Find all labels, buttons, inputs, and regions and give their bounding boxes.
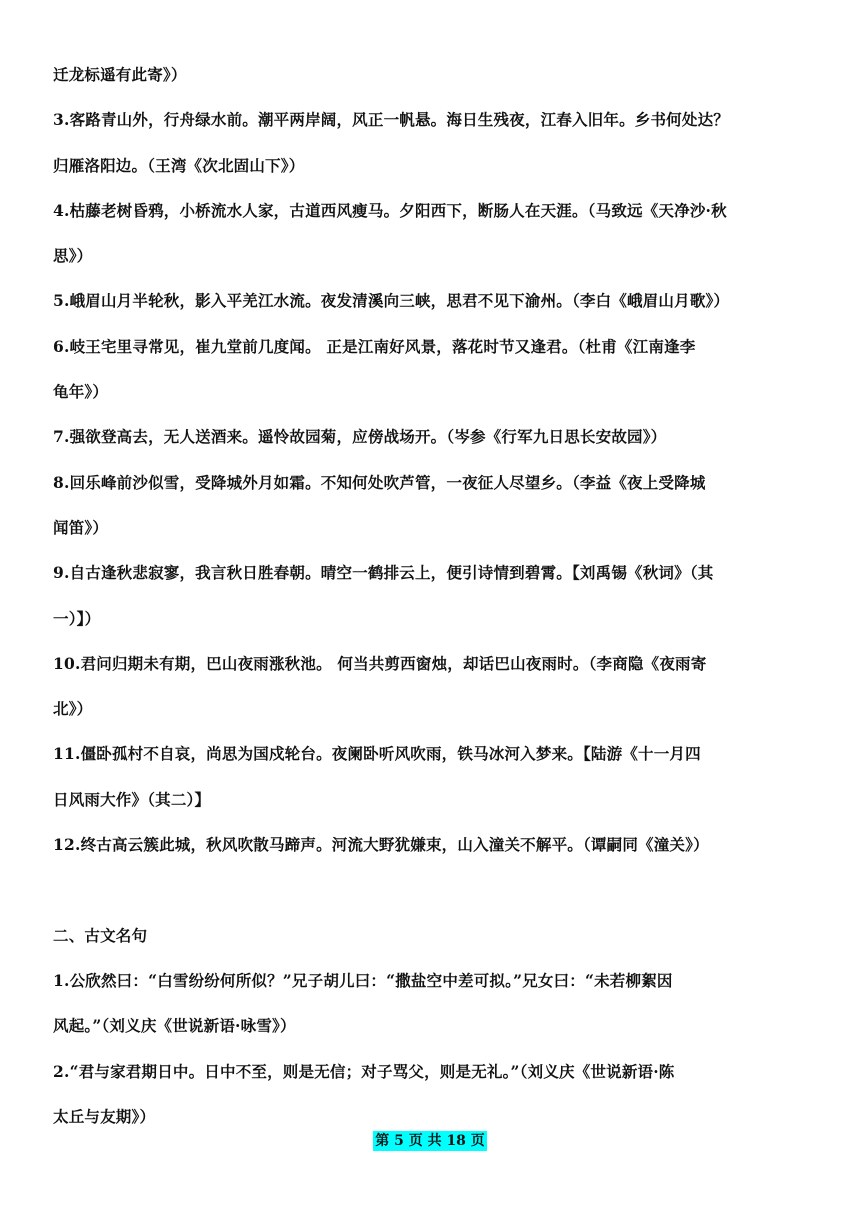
section-line-3: 2.“君与家君期日中。日中不至，则是无信；对子骂父，则是无礼。”（刘义庆《世说新语·陈 xyxy=(53,1061,675,1081)
text-line-18: 12.终古高云簇此城，秋风吹散马蹄声。河流大野犹嫌束，山入潼关不解平。（谭嗣同《潼关》） xyxy=(53,835,709,855)
text-line-16: 11.僵卧孤村不自哀，尚思为国戍轮台。夜阑卧听风吹雨，铁马冰河入梦来。【陆游《十一月四 xyxy=(53,744,701,764)
text-line-9: 7.强欲登高去，无人送酒来。遥怜故园菊，应傍战场开。（岑参《行军九日思长安故园》） xyxy=(53,427,667,447)
section-heading: 二、古文名句 xyxy=(53,925,148,945)
text-line-11: 闻笛》） xyxy=(53,517,109,537)
text-line-10: 8.回乐峰前沙似雪，受降城外月如霜。不知何处吹芦管，一夜征人尽望乡。（李益《夜上受降城 xyxy=(53,472,706,492)
blank-line xyxy=(53,876,781,921)
text-line-8: 龟年》） xyxy=(53,382,109,402)
section-line-2: 风起。”（刘义庆《世说新语·咏雪》） xyxy=(53,1016,296,1036)
section-line-1: 1.公欣然曰：“白雪纷纷何所似？”兄子胡儿曰：“撒盐空中差可拟。”兄女曰：“未若柳絮因 xyxy=(53,970,673,990)
text-line-1: 迁龙标遥有此寄》） xyxy=(53,65,187,84)
page-content xyxy=(53,61,781,1148)
text-line-15: 北》） xyxy=(53,699,93,719)
text-line-4: 4.枯藤老树昏鸦，小桥流水人家，古道西风瘦马。夕阳西下，断肠人在天涯。（马致远《天净沙·秋 xyxy=(53,200,727,220)
page-footer xyxy=(0,1130,860,1151)
text-line-12: 9.自古逢秋悲寂寥，我言秋日胜春朝。晴空一鹤排云上，便引诗情到碧霄。【刘禹锡《秋词》（其 xyxy=(53,563,714,583)
text-line-14: 10.君问归期未有期，巴山夜雨涨秋池。 何当共剪西窗烛，却话巴山夜雨时。（李商隐《夜雨寄 xyxy=(53,653,707,673)
section-line-4: 太丘与友期》） xyxy=(53,1106,156,1126)
page-number: 第 5 页 共 18 页 xyxy=(375,1133,485,1149)
text-line-5: 思》） xyxy=(53,246,93,266)
text-line-2: 3.客路青山外，行舟绿水前。潮平两岸阔，风正一帆悬。海日生残夜，江春入旧年。乡书何处达？ xyxy=(53,110,729,130)
text-line-3: 归雁洛阳边。（王湾《次北固山下》） xyxy=(53,155,305,175)
text-line-17: 日风雨大作》（其二）】 xyxy=(53,789,211,809)
text-line-6: 5.峨眉山月半轮秋，影入平羌江水流。夜发清溪向三峡，思君不见下渝州。（李白《峨眉山月歌》） xyxy=(53,291,730,311)
text-line-7: 6.岐王宅里寻常见，崔九堂前几度闻。 正是江南好风景，落花时节又逢君。（杜甫《江南逢李 xyxy=(53,336,696,356)
text-line-13: 一）】） xyxy=(53,608,101,628)
